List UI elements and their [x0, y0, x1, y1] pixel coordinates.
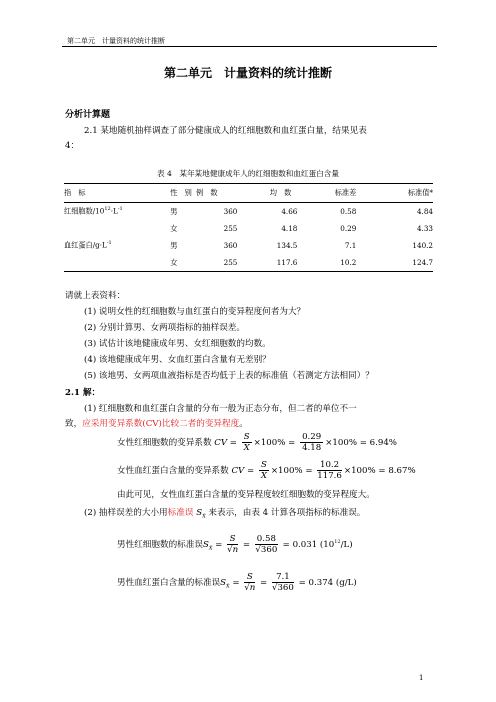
col-header: 标准值*: [356, 184, 433, 203]
sex-cell: 男: [170, 240, 178, 250]
sd-cell: 0.58: [340, 207, 357, 216]
page-title: 第二单元 计量资料的统计推断: [163, 66, 332, 80]
table-row: [64, 220, 433, 237]
mean-cell: 117.6: [237, 254, 297, 272]
table-row: [64, 254, 433, 272]
indicator-cell: [64, 220, 170, 237]
answer-para-2: (2) 抽样误差的大小用标准误 $S_{X̄}$ 来表示，由表 4 计算各项指标的标准误。: [84, 508, 366, 520]
standard-cell: 140.2: [412, 241, 433, 250]
ask-text: 请就上表资料：: [65, 291, 126, 301]
indicator-cell: [64, 254, 170, 272]
running-header: 第二单元 计量资料的统计推断: [67, 37, 165, 45]
n-cell: 360: [223, 241, 238, 250]
indicator-cell: 红细胞数$/10^{12}\cdot L^{-1}$: [64, 206, 123, 216]
answer-para-1b: 致，应采用变异系数(CV)比较二者的变异程度。: [65, 419, 248, 429]
standard-cell: 124.7: [356, 254, 433, 272]
sex-cell: 女: [170, 254, 196, 272]
question-4: (4) 该地健康成年男、女血红蛋白含量有无差别？: [84, 355, 271, 365]
sex-cell: 女: [170, 223, 178, 233]
question-5: (5) 该地男、女两项血液指标是否均低于上表的标准值（若测定方法相同）？: [84, 371, 374, 381]
question-2: (2) 分别计算男、女两项指标的抽样误差。: [84, 323, 245, 333]
col-header: 指 标: [64, 184, 170, 203]
sd-cell: 10.2: [297, 254, 356, 272]
problem-line-1: 2.1 某地随机抽样调查了部分健康成人的红细胞数和血红蛋白量，结果见表: [84, 126, 367, 136]
conclusion-text: 由此可见，女性血红蛋白含量的变异程度较红细胞数的变异程度大。: [117, 490, 375, 500]
col-header: 例 数: [196, 184, 237, 203]
standard-cell: 4.33: [416, 224, 433, 233]
se-highlight: 标准误: [167, 508, 194, 518]
standard-cell: 4.84: [416, 207, 433, 216]
header-rule: [62, 46, 437, 47]
col-header: 均 数: [237, 184, 297, 203]
n-cell: 360: [223, 207, 238, 216]
table-caption: 表 4 某年某地健康成年人的红细胞数和血红蛋白含量: [157, 169, 339, 178]
page-number: 1: [419, 674, 424, 682]
mean-cell: 134.5: [276, 241, 298, 250]
sd-cell: 0.29: [340, 224, 357, 233]
mean-cell: 4.66: [281, 207, 298, 216]
equation-cv-hb: 女性血红蛋白含量的变异系数 CV = $\frac{S}{X̄}$ ×100% = $\frac{10.2}{117.6}$ ×100% = 8.67%: [117, 460, 416, 481]
col-header: 标准差: [297, 184, 356, 203]
problem-line-2: 4：: [65, 141, 80, 151]
data-table: [64, 183, 433, 272]
sd-cell: 7.1: [344, 241, 357, 250]
equation-se-rbc: 男性红细胞数的标准误$S_{X̄}$ = $\frac{S}{√n}$ = $\frac{0.58}{√360}$ = 0.031 $(10^{12}/L)$: [117, 534, 353, 555]
answer-para-1a: (1) 红细胞数和血红蛋白含量的分布一般为正态分布，但二者的单位不一: [84, 404, 357, 414]
table-header-row: [64, 184, 433, 203]
question-3: (3) 试估计该地健康成年男、女红细胞数的均数。: [84, 339, 271, 349]
equation-cv-rbc: 女性红细胞数的变异系数 CV = $\frac{S}{X̄}$ ×100% = $\frac{0.29}{4.18}$ ×100% = 6.94%: [117, 432, 397, 453]
n-cell: 255: [223, 224, 238, 233]
equation-se-hb: 男性血红蛋白含量的标准误$S_{X̄}$ = $\frac{S}{√n}$ = $\frac{7.1}{√360}$ = 0.374 (g/L): [117, 572, 357, 593]
answer-label: 2.1 解：: [65, 388, 101, 398]
cv-highlight: 应采用变异系数(CV)比较二者的变异程度: [82, 419, 240, 429]
n-cell: 255: [196, 254, 237, 272]
question-1: (1) 说明女性的红细胞数与血红蛋白的变异程度何者为大？: [84, 307, 306, 317]
table-row: [64, 203, 433, 221]
col-header: 性 别: [170, 184, 196, 203]
mean-cell: 4.18: [281, 224, 298, 233]
section-heading: 分析计算题: [65, 110, 111, 120]
sex-cell: 男: [170, 206, 178, 216]
indicator-cell: 血红蛋白$/g\cdot L^{-1}$: [64, 240, 112, 250]
table-row: [64, 237, 433, 254]
